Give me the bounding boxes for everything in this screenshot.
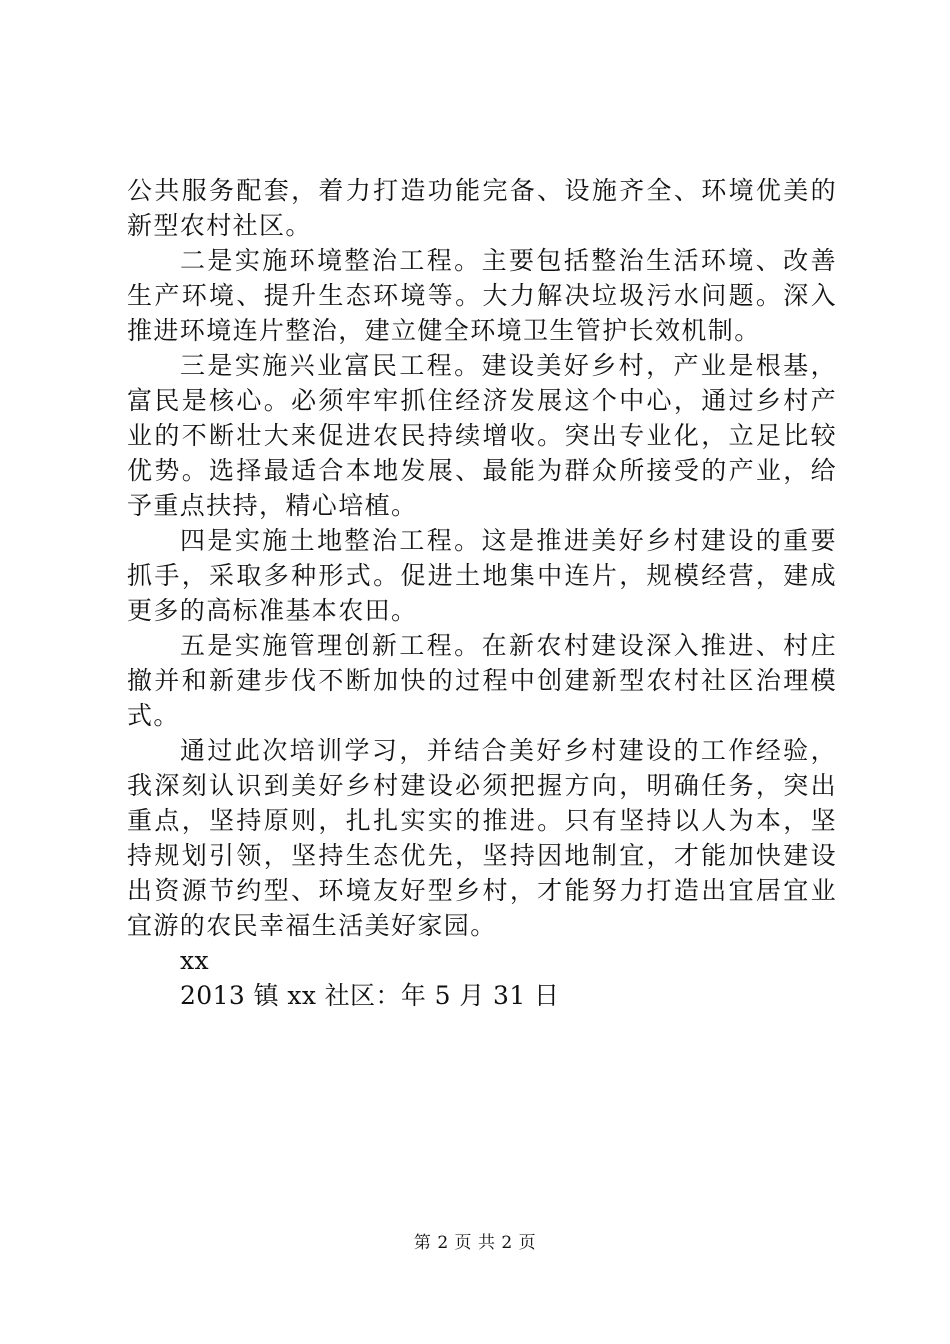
paragraph-environment-project: 二是实施环境整治工程。主要包括整治生活环境、改善生产环境、提升生态环境等。大力解决垃圾污水问题。深入推进环境连片整治，建立健全环境卫生管护长效机制。: [127, 246, 837, 345]
paragraph-management-project: 五是实施管理创新工程。在新农村建设深入推进、村庄撤并和新建步伐不断加快的过程中创建新型农村社区治理模式。: [127, 631, 837, 730]
paragraph-industry-project: 三是实施兴业富民工程。建设美好乡村，产业是根基，富民是核心。必须牢牢抓住经济发展这个中心，通过乡村产业的不断壮大来促进农民持续增收。突出专业化，立足比较优势。选择最适合本地发展、最能为群众所接受的产业，给予重点扶持，精心培植。: [127, 351, 837, 520]
paragraph-continuation: 公共服务配套，着力打造功能完备、设施齐全、环境优美的新型农村社区。: [127, 176, 837, 240]
signature-name: xx: [180, 946, 209, 975]
paragraph-conclusion: 通过此次培训学习，并结合美好乡村建设的工作经验，我深刻认识到美好乡村建设必须把握方向，明确任务，突出重点，坚持原则，扎扎实实的推进。只有坚持以人为本，坚持规划引领，坚持生态优先，坚持因地制宜，才能加快建设出资源节约型、环境友好型乡村，才能努力打造出宜居宜业宜游的农民幸福生活美好家园。: [127, 736, 837, 940]
paragraph-land-project: 四是实施土地整治工程。这是推进美好乡村建设的重要抓手，采取多种形式。促进土地集中连片，规模经营，建成更多的高标准基本农田。: [127, 526, 837, 625]
document-body: [127, 173, 837, 1013]
page-footer: 第 2 页 共 2 页: [413, 1233, 537, 1253]
signature-date: 2013 镇 xx 社区：年 5 月 31 日: [180, 981, 560, 1010]
